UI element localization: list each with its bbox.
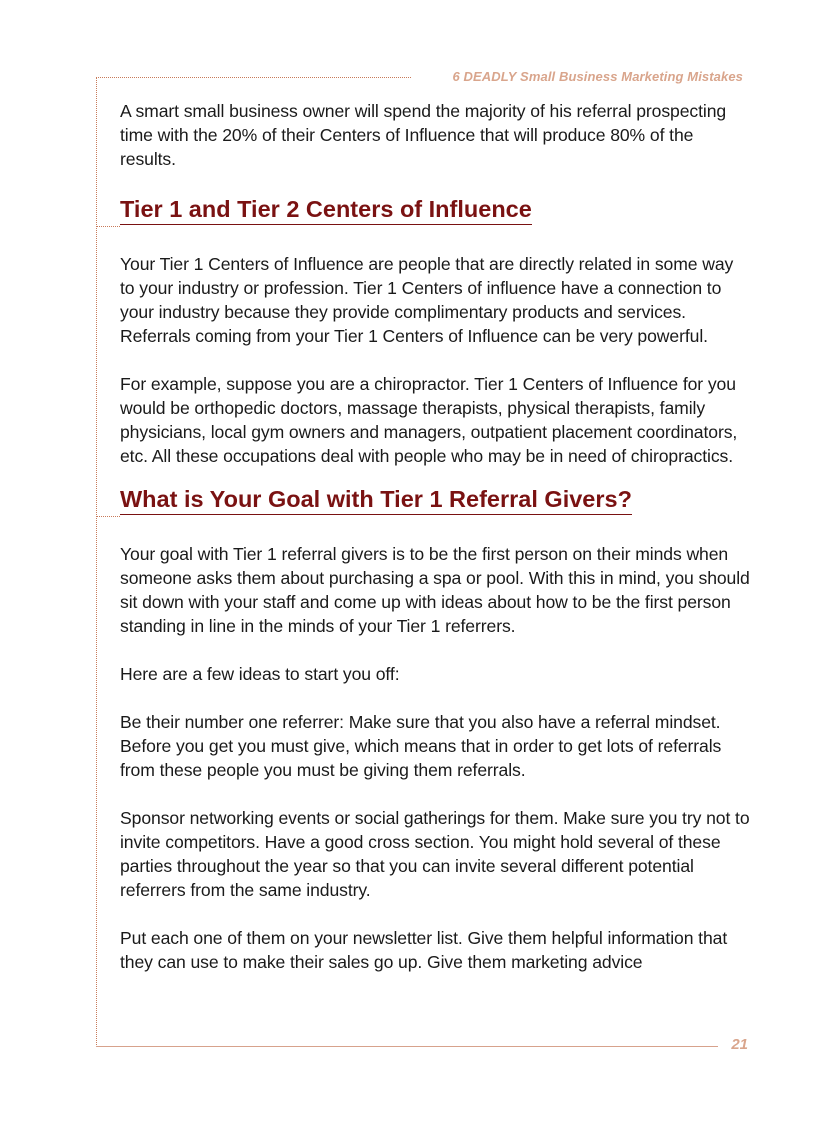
paragraph: Be their number one referrer: Make sure that you also have a referral mindset. Before you get you must give, which means that in order to get lots of referrals from these people you must be giving them referrals. [120, 712, 722, 780]
heading-rule [96, 516, 120, 517]
paragraph: Your Tier 1 Centers of Influence are people that are directly related in some way to your industry or profession. Tier 1 Centers of influence have a connection to your industry because they provide complimentary products and services. Referrals coming from your Tier 1 Centers of Influence can be very powerful. [120, 254, 734, 346]
paragraph: Put each one of them on your newsletter list. Give them helpful information that they can use to make their sales go up. Give them marketing advice [120, 928, 728, 972]
footer-rule [96, 1046, 718, 1047]
paragraph: Sponsor networking events or social gatherings for them. Make sure you try not to invite competitors. Have a good cross section. You might hold several of these parties throughout the year so that you can invite several different potential referrers from the same industry. [120, 808, 750, 900]
section-heading-tier-centers [120, 195, 750, 225]
intro-paragraph: A smart small business owner will spend the majority of his referral prospecting time with the 20% of their Centers of Influence that will produce 80% of the results. [120, 101, 727, 169]
heading-rule [96, 226, 120, 227]
section-heading-goal [120, 485, 750, 515]
page-number: 21 [731, 1036, 748, 1053]
paragraph: For example, suppose you are a chiropractor. Tier 1 Centers of Influence for you would be orthopedic doctors, massage therapists, physical therapists, family physicians, local gym owners and managers, outpatient placement coordinators, etc. All these occupations deal with people who may be in need of chiropractics. [120, 374, 738, 466]
left-margin-rule [96, 77, 97, 1047]
page-content [120, 99, 750, 974]
header-rule [96, 77, 411, 78]
paragraph: Your goal with Tier 1 referral givers is to be the first person on their minds when someone asks them about purchasing a spa or pool. With this in mind, you should sit down with your staff and come up with ideas about how to be the first person standing in line in the minds of your Tier 1 referrers. [120, 544, 750, 636]
heading-text: Tier 1 and Tier 2 Centers of Influence [120, 195, 532, 225]
running-header: 6 DEADLY Small Business Marketing Mistakes [452, 69, 743, 84]
heading-text: What is Your Goal with Tier 1 Referral Givers? [120, 485, 632, 515]
paragraph: Here are a few ideas to start you off: [120, 664, 400, 684]
